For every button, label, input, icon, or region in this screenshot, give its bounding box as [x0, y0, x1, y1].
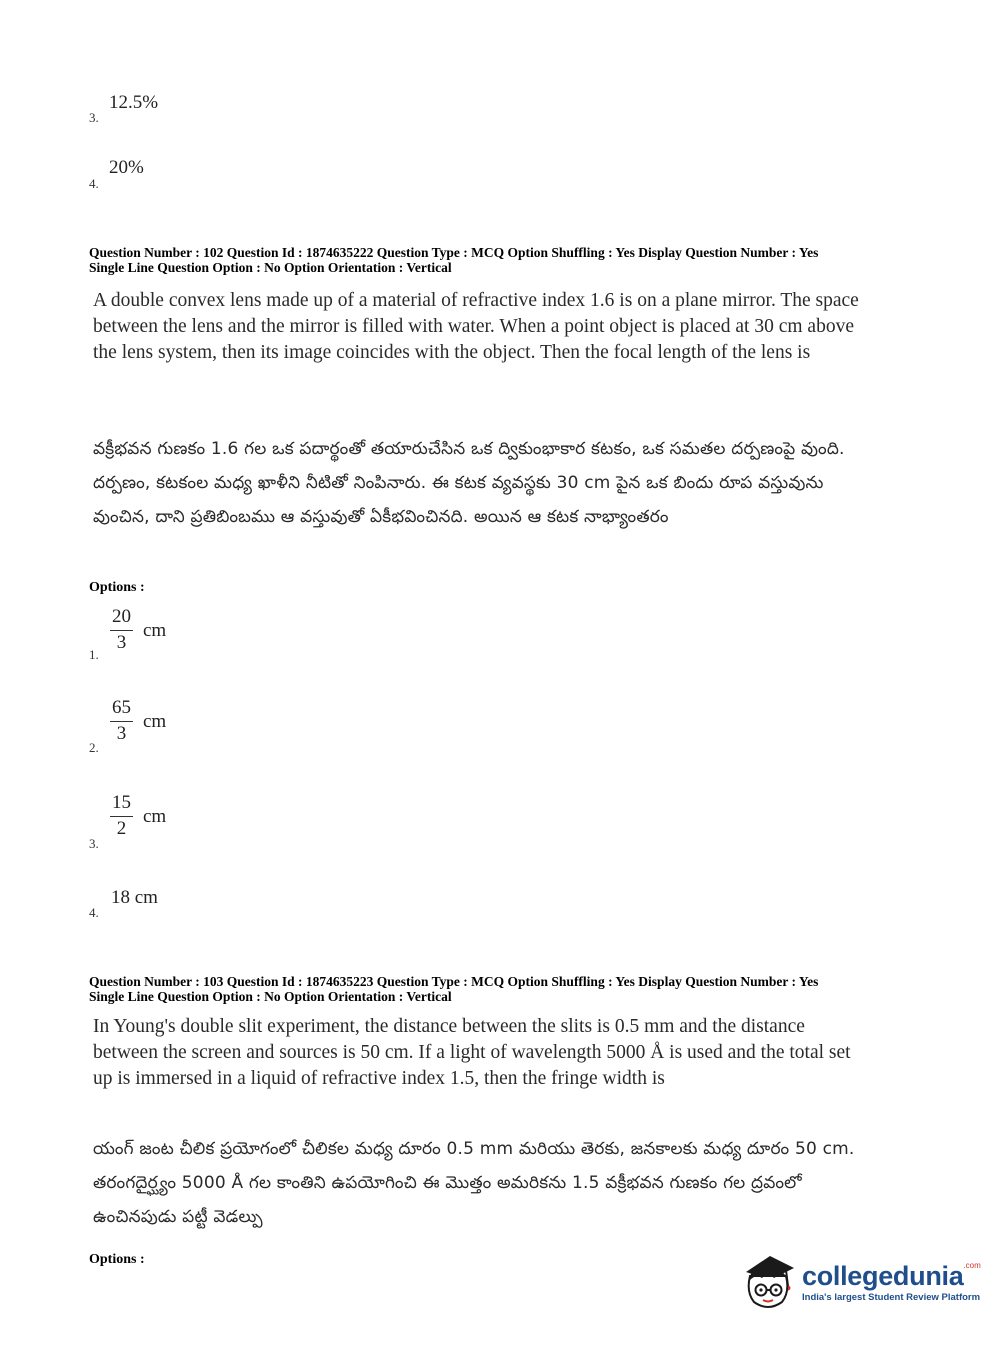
option-fraction: [110, 606, 166, 655]
question-meta: [89, 974, 818, 1004]
numerator: 65: [110, 697, 133, 722]
option-number: 4.: [89, 905, 99, 920]
option-text: 12.5%: [109, 92, 159, 113]
option-number: 1.: [89, 647, 99, 662]
unit: cm: [143, 805, 167, 827]
option-text: 20%: [109, 157, 144, 178]
unit: cm: [143, 619, 167, 641]
options-label: Options :: [89, 580, 145, 595]
unit: cm: [143, 710, 167, 732]
denominator: 3: [116, 632, 127, 653]
question-text-telugu: వక్రీభవన గుణకం 1.6 గల ఒక పదార్థంతో తయారుచేసిన ఒక ద్వికుంభాకార కటకం, ఒక సమతల దర్పణంపై వుంది. దర్పణం, కటకంల మధ్య ఖాళీని నీటితో నింపినారు. ఈ కటక వ్యవస్థకు 30 cm పైన ఒక బిందు రూప వస్తువును వుంచిన, దాని ప్రతిబింబము ఆ వస్తువుతో ఏకీభవించినది. అయిన ఆ కటక నాభ్యాంతరం: [93, 439, 845, 527]
brand-tagline: India's largest Student Review Platform: [802, 1292, 981, 1303]
collegedunia-watermark: [740, 1252, 981, 1312]
option-fraction: [110, 697, 166, 746]
options-label: Options :: [89, 1252, 145, 1267]
numerator: 15: [110, 792, 133, 817]
option-number: 3.: [89, 836, 99, 851]
question-text-english: A double convex lens made up of a material of refractive index 1.6 is on a plane mirror. The space between the lens and the mirror is filled with water. When a point object is placed at 30 cm above the lens system, then its image coincides with the object. Then the focal length of the lens is: [93, 290, 859, 363]
question-text-telugu: యంగ్ జంట చీలిక ప్రయోగంలో చీలికల మధ్య దూరం 0.5 mm మరియు తెరకు, జనకాలకు మధ్య దూరం 50 cm. తరంగదైర్ఘ్యం 5000 Å గల కాంతిని ఉపయోగించి ఈ మొత్తం అమరికను 1.5 వక్రీభవన గుణకం గల ద్రవంలో ఉంచినపుడు పట్టీ వెడల్పు: [93, 1139, 855, 1227]
numerator: 20: [110, 606, 133, 631]
option-number: 2.: [89, 740, 99, 755]
denominator: 2: [116, 818, 127, 839]
question-meta-line: Question Number : 103 Question Id : 1874635223 Question Type : MCQ Option Shuffling : Yes Display Question Number : Yes: [89, 974, 819, 989]
question-meta-line: Single Line Question Option : No Option Orientation : Vertical: [89, 989, 452, 1004]
option-text: 18 cm: [111, 887, 158, 908]
fraction: [110, 697, 133, 746]
fraction: [110, 606, 133, 655]
question-meta: [89, 245, 818, 275]
question-meta-line: Question Number : 102 Question Id : 1874635222 Question Type : MCQ Option Shuffling : Yes Display Question Number : Yes: [89, 245, 819, 260]
fraction: [110, 792, 133, 841]
mascot-icon: [740, 1252, 798, 1312]
brand-name: collegedunia: [802, 1261, 964, 1291]
option-fraction: [110, 792, 166, 841]
option-number: 3.: [89, 110, 99, 125]
brand-suffix: .com: [963, 1261, 981, 1270]
question-text-english: In Young's double slit experiment, the distance between the slits is 0.5 mm and the distance between the screen and sources is 50 cm. If a light of wavelength 5000 Å is used and the total set up is immersed in a liquid of refractive index 1.5, then the fringe width is: [93, 1016, 851, 1089]
option-number: 4.: [89, 176, 99, 191]
denominator: 3: [116, 723, 127, 744]
question-meta-line: Single Line Question Option : No Option Orientation : Vertical: [89, 260, 452, 275]
